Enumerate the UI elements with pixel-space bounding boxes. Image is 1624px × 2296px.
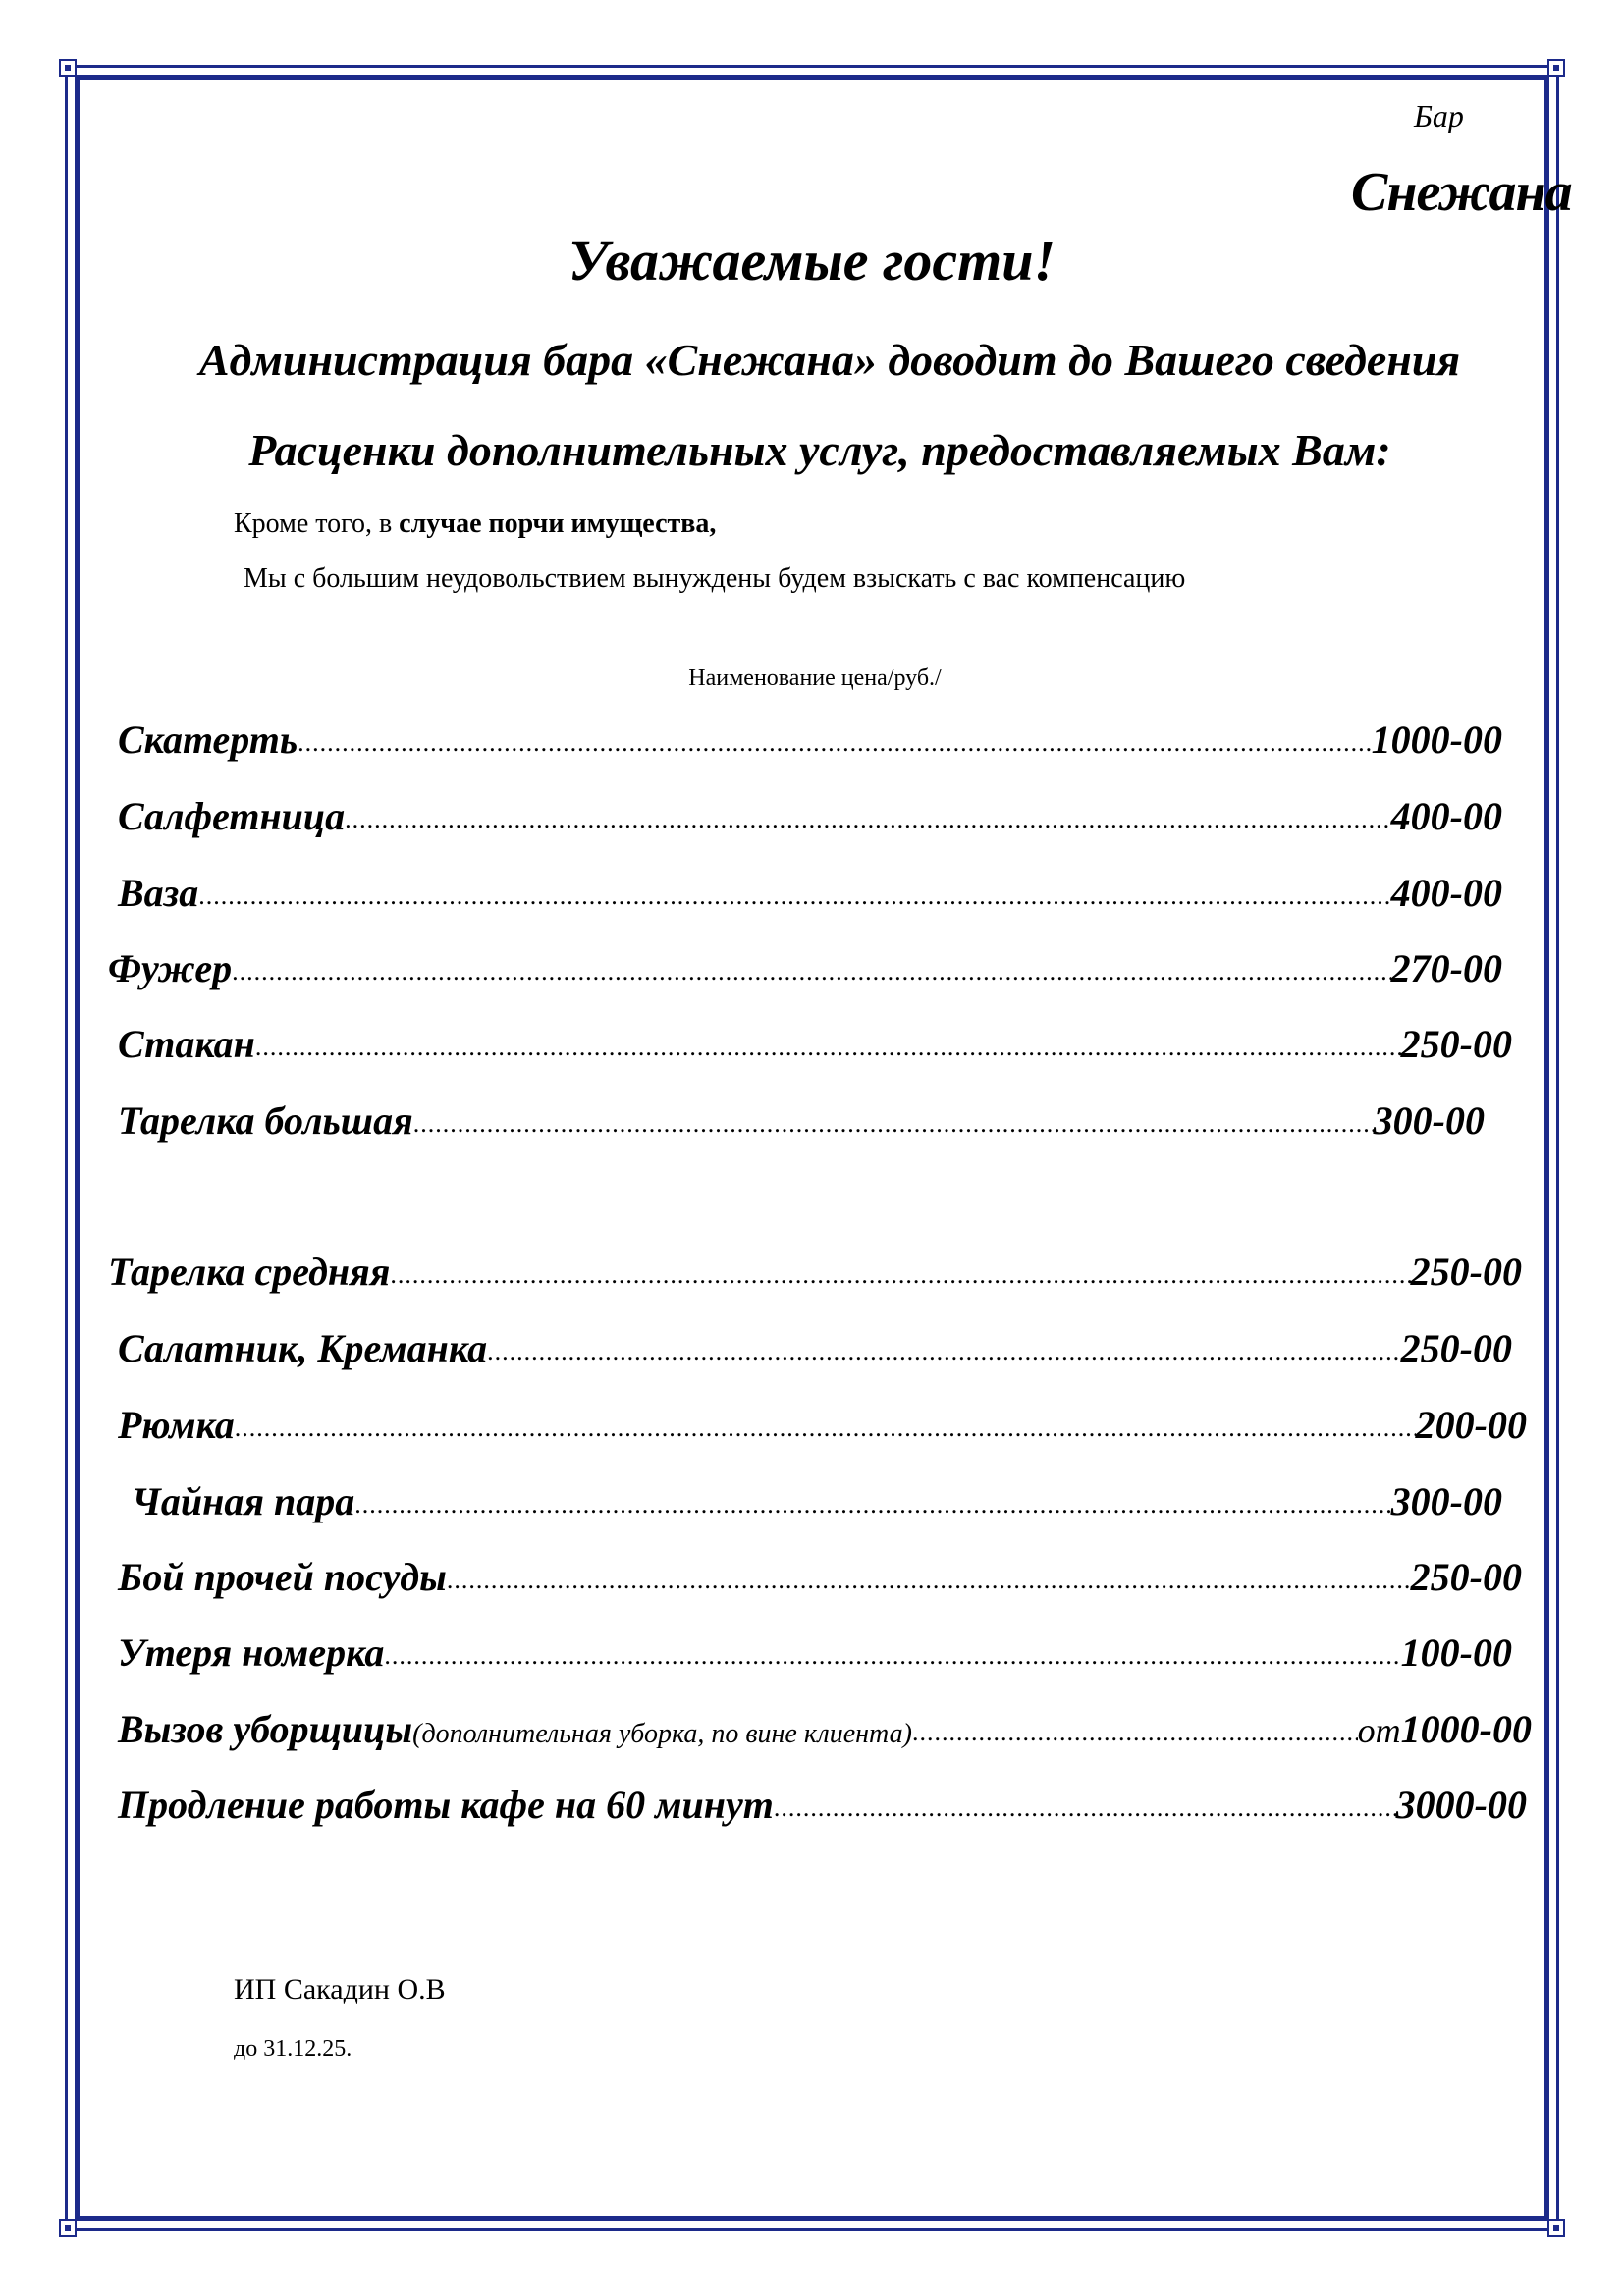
damage-note-bold: случае порчи имущества, — [399, 508, 717, 539]
page-title: Уважаемые гости! — [568, 229, 1056, 293]
item-price: 250-00 — [1410, 1555, 1522, 1599]
dot-leader — [198, 881, 1390, 911]
dot-leader — [354, 1490, 1390, 1520]
corner-ornament-bottom-left — [59, 2219, 77, 2237]
dot-leader — [345, 805, 1391, 834]
item-name: Утеря номерка — [118, 1630, 385, 1675]
dot-leader — [912, 1718, 1358, 1747]
price-row — [108, 1249, 1522, 1308]
compensation-note: Мы с большим неудовольствием вынуждены будем взыскать с вас компенсацию — [244, 563, 1186, 594]
price-row — [118, 1554, 1522, 1613]
damage-note-prefix: Кроме того, в — [234, 508, 400, 539]
item-name: Чайная пара — [132, 1479, 355, 1523]
dot-leader — [232, 957, 1391, 987]
item-name: Тарелка большая — [118, 1098, 413, 1143]
item-price: 1000-00 — [1400, 1707, 1532, 1751]
item-name: Ваза — [118, 871, 199, 915]
item-price: 1000-00 — [1371, 718, 1502, 762]
price-row — [118, 1402, 1527, 1461]
item-price: 250-00 — [1410, 1250, 1522, 1294]
corner-ornament-top-left — [59, 59, 77, 77]
item-price: 270-00 — [1390, 946, 1502, 990]
item-name: Продление работы кафе на 60 минут — [118, 1783, 774, 1827]
dot-leader — [487, 1337, 1401, 1366]
dot-leader — [384, 1641, 1400, 1671]
item-price: 3000-00 — [1395, 1783, 1527, 1827]
item-price: 300-00 — [1390, 1479, 1502, 1523]
item-price: 400-00 — [1390, 871, 1502, 915]
damage-note — [234, 508, 716, 540]
price-row — [118, 717, 1502, 775]
item-name: Фужер — [108, 946, 233, 990]
item-name: Бой прочей посуды — [118, 1555, 447, 1599]
item-price: 200-00 — [1415, 1403, 1527, 1447]
item-name: Тарелка средняя — [108, 1250, 391, 1294]
item-name: Стакан — [118, 1022, 255, 1066]
item-name: Салфетница — [118, 794, 346, 838]
corner-ornament-top-right — [1547, 59, 1565, 77]
dot-leader — [774, 1793, 1396, 1823]
dot-leader — [235, 1414, 1416, 1443]
dot-leader — [255, 1033, 1401, 1062]
item-name: Вызов уборщицы — [118, 1707, 413, 1751]
item-price: 250-00 — [1400, 1022, 1512, 1066]
owner-signature: ИП Сакадин О.В — [234, 1973, 446, 2005]
item-price: 250-00 — [1400, 1326, 1512, 1370]
price-row — [118, 1097, 1485, 1156]
dot-leader — [413, 1109, 1374, 1139]
valid-until-date: до 31.12.25. — [234, 2036, 352, 2061]
subtitle-administration: Администрация бара «Снежана» доводит до Вашего сведения — [198, 335, 1461, 385]
price-row — [118, 1706, 1532, 1765]
item-name: Рюмка — [118, 1403, 235, 1447]
price-row — [108, 945, 1502, 1004]
price-row — [132, 1478, 1502, 1537]
dot-leader — [390, 1260, 1410, 1290]
price-row — [118, 1325, 1512, 1384]
subtitle-prices: Расценки дополнительных услуг, предоставляемых Вам: — [248, 425, 1391, 475]
dot-leader — [447, 1566, 1411, 1595]
price-row — [118, 1629, 1512, 1688]
item-note: (дополнительная уборка, по вине клиента) — [412, 1719, 912, 1749]
bar-label: Бар — [1414, 98, 1464, 133]
corner-ornament-bottom-right — [1547, 2219, 1565, 2237]
item-price: 100-00 — [1400, 1630, 1512, 1675]
item-price: 300-00 — [1373, 1098, 1485, 1143]
price-row — [118, 870, 1502, 929]
item-name: Салатник, Креманка — [118, 1326, 488, 1370]
column-header: Наименование цена/руб./ — [688, 666, 942, 691]
item-price: 400-00 — [1390, 794, 1502, 838]
item-name: Скатерть — [118, 718, 298, 762]
price-row — [118, 1021, 1512, 1080]
price-row — [118, 1782, 1527, 1841]
dot-leader — [298, 728, 1372, 758]
price-row — [118, 793, 1502, 852]
bar-name-logo: Снежана — [1351, 162, 1572, 223]
price-from-prefix: от — [1357, 1711, 1401, 1750]
